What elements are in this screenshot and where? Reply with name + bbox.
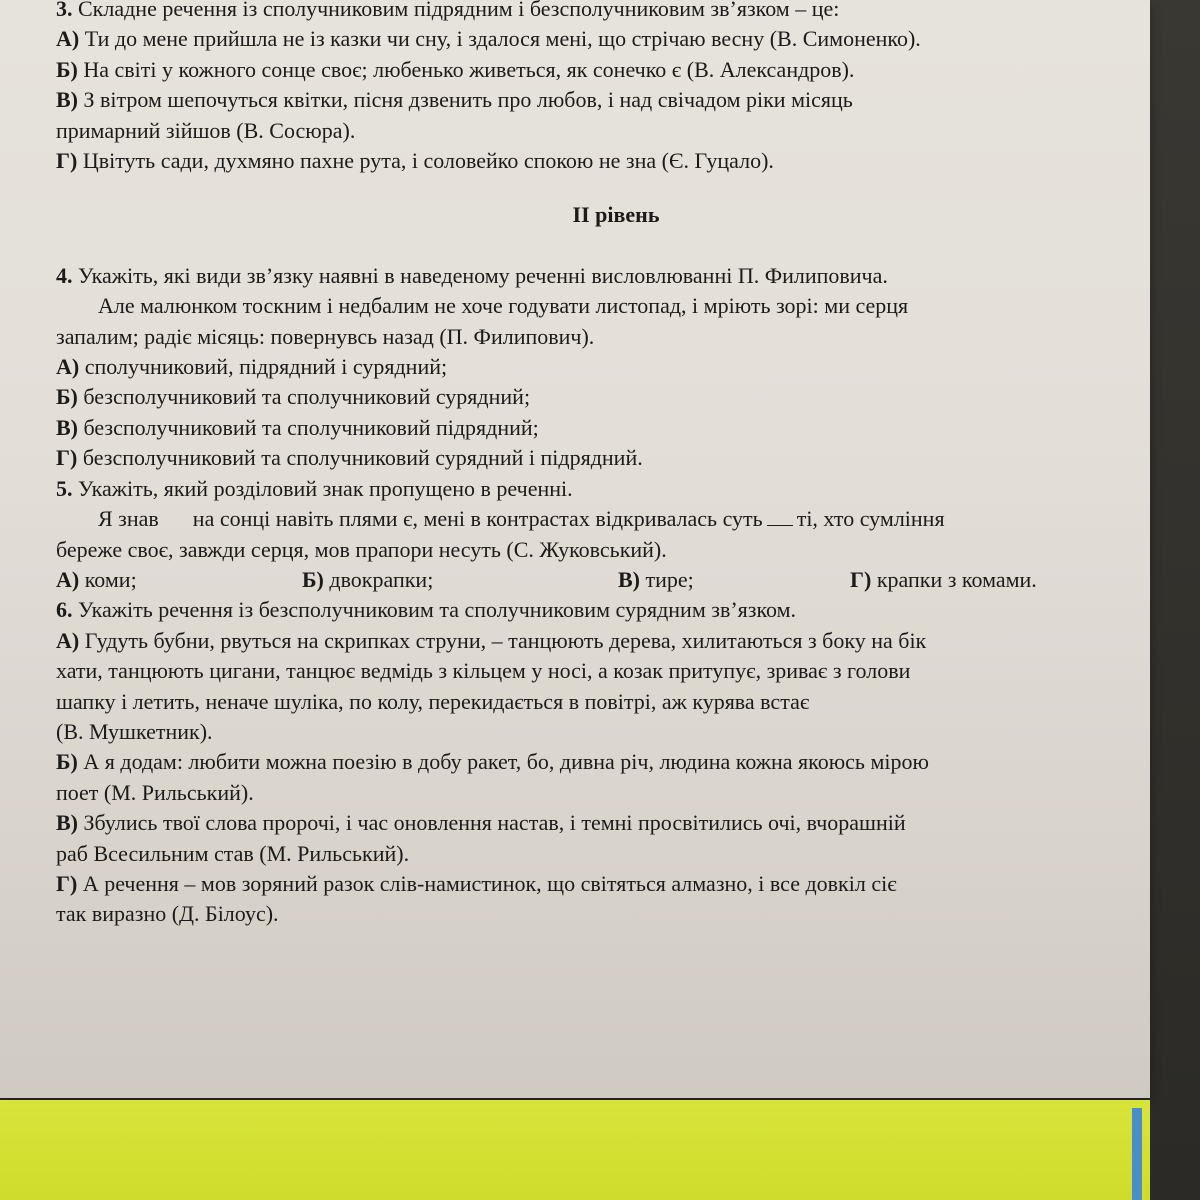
option-text: двокрапки;: [329, 566, 434, 592]
q5-sentence-line-2: береже своє, завжди серця, мов прапори несуть (С. Жуковський).: [56, 536, 667, 562]
option-text: А речення – мов зоряний разок слів-намистинок, що світяться алмазно, і все довкіл сіє: [82, 870, 897, 896]
option-letter: А): [56, 566, 80, 592]
blue-edge: [1132, 1108, 1142, 1200]
option-letter: Г): [56, 148, 78, 174]
option-letter: А): [56, 354, 80, 380]
option-text: На світі у кожного сонце своє; любенько живеться, як сонечко є (В. Александров).: [83, 56, 855, 82]
option-text: Збулись твої слова пророчі, і час оновлення настав, і темні просвітились очі, вчорашній: [83, 810, 906, 836]
q6-option-a-line-4: (В. Мушкетник).: [56, 718, 213, 744]
q4-option-d: [56, 443, 1136, 473]
q3-option-a: [56, 24, 1136, 54]
option-letter: В): [618, 566, 640, 592]
q5-sentence-line-1: [56, 504, 1136, 534]
option-text: Цвітуть сади, духмяно пахне рута, і соловейко спокою не зна (Є. Гуцало).: [82, 148, 774, 174]
option-text: крапки з комами.: [876, 566, 1037, 592]
option-letter: Г): [850, 566, 872, 592]
question-number: 3.: [56, 0, 73, 21]
sentence-end: ті, хто сумління: [796, 506, 945, 532]
option-letter: В): [56, 414, 78, 440]
page-text: [56, 0, 1136, 930]
level-title: II рівень: [572, 202, 660, 228]
option-text: Ти до мене прийшла не із казки чи сну, і здалося мені, що стрічаю весну (В. Симоненко).: [84, 26, 921, 52]
q6-option-a: [56, 626, 1136, 656]
option-text: Гудуть бубни, рвуться на скрипках струни, – танцюють дерева, хилитаються з боку на бік: [84, 627, 927, 653]
sentence-start: Я знав: [98, 506, 159, 532]
option-text: коми;: [84, 566, 137, 592]
q3-option-d: [56, 146, 1136, 176]
q6-option-b-line-2: поет (М. Рильський).: [56, 779, 254, 805]
question-4: [56, 261, 1136, 291]
question-text: Укажіть речення із безсполучниковим та сполучниковим сурядним зв’язком.: [78, 597, 797, 623]
question-text: Складне речення із сполучниковим підрядним і безсполучниковим зв’язком – це:: [78, 0, 840, 21]
q6-option-a-line-2: хати, танцюють цигани, танцює ведмідь з кільцем у носі, а козак притупує, зриває з голови: [56, 658, 911, 684]
option-letter: А): [56, 627, 80, 653]
q5-option-d: [850, 565, 1037, 595]
q4-option-a: [56, 352, 1136, 382]
option-letter: Б): [302, 566, 324, 592]
option-text: А я додам: любити можна поезію в добу ракет, бо, дивна річ, людина кожна якоюсь мірою: [83, 749, 929, 775]
option-text: З вітром шепочуться квітки, пісня дзвенить про любов, і над свічадом ріки місяць: [83, 87, 853, 113]
question-5: [56, 474, 1136, 504]
q5-option-b: [302, 565, 433, 595]
option-text: безсполучниковий та сполучниковий сурядний і підрядний.: [82, 445, 643, 471]
q5-options-row: [56, 565, 1136, 595]
option-letter: А): [56, 26, 80, 52]
q4-quote-line-1: Але малюнком тоскним і недбалим не хоче годувати листопад, і мріють зорі: ми серця: [98, 293, 909, 319]
q5-option-c: [618, 565, 694, 595]
missing-mark-blank: [767, 507, 793, 526]
sentence-middle: на сонці навіть плями є, мені в контрастах відкривалась суть: [192, 506, 763, 532]
q3-option-b: [56, 55, 1136, 85]
q6-option-d-line-2: так виразно (Д. Білоус).: [56, 901, 279, 927]
question-text: Укажіть, який розділовий знак пропущено в реченні.: [78, 475, 573, 501]
q6-option-c: [56, 808, 1136, 838]
q6-option-c-line-2: раб Всесильним став (М. Рильський).: [56, 840, 410, 866]
option-letter: Г): [56, 870, 78, 896]
q6-option-d: [56, 869, 1136, 899]
q3-option-c: [56, 85, 1136, 115]
option-letter: Б): [56, 384, 78, 410]
option-text: безсполучниковий та сполучниковий сурядний;: [83, 384, 531, 410]
question-text: Укажіть, які види зв’язку наявні в наведеному реченні висловлюванні П. Филиповича.: [78, 262, 888, 288]
q3-option-c-continuation: примарний зійшов (В. Сосюра).: [56, 117, 356, 143]
option-letter: Б): [56, 749, 78, 775]
question-number: 4.: [56, 262, 73, 288]
option-letter: Г): [56, 445, 78, 471]
question-number: 5.: [56, 475, 73, 501]
q5-option-a: [56, 565, 137, 595]
option-text: тире;: [645, 566, 694, 592]
question-6: [56, 595, 1136, 625]
q4-option-b: [56, 382, 1136, 412]
q6-option-a-line-3: шапку і летить, неначе шуліка, по колу, перекидається в повітрі, аж курява встає: [56, 688, 810, 714]
option-letter: Б): [56, 56, 78, 82]
green-folder-edge: [0, 1100, 1150, 1200]
option-letter: В): [56, 87, 78, 113]
question-3: [56, 0, 1136, 24]
option-letter: В): [56, 810, 78, 836]
q4-quote-line-2: запалим; радіє місяць: повернувсь назад (П. Филипович).: [56, 323, 595, 349]
option-text: безсполучниковий та сполучниковий підрядний;: [83, 414, 539, 440]
q4-option-c: [56, 413, 1136, 443]
option-text: сполучниковий, підрядний і сурядний;: [84, 354, 448, 380]
q6-option-b: [56, 747, 1136, 777]
question-number: 6.: [56, 597, 73, 623]
